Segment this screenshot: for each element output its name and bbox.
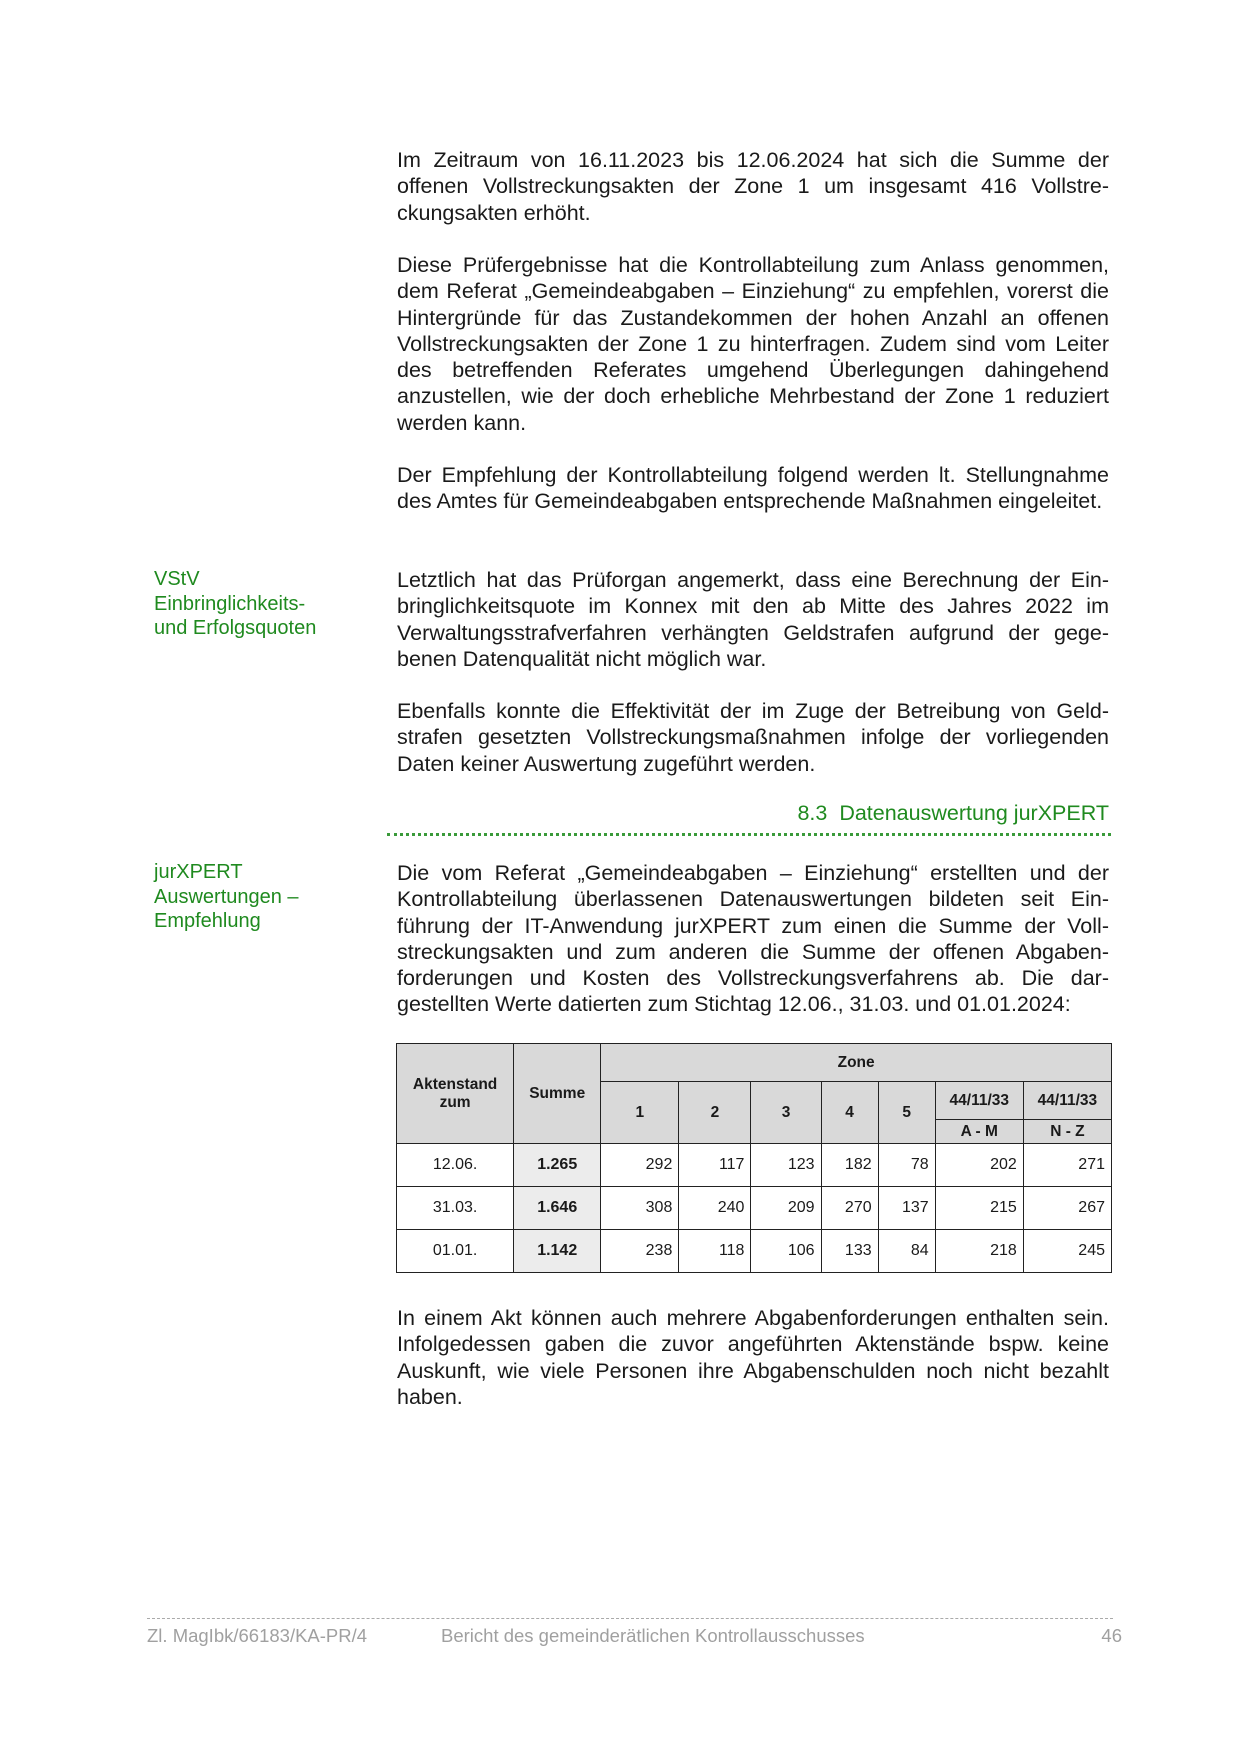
- header-zone-1: 1: [601, 1082, 679, 1144]
- cell-value: 182: [821, 1144, 878, 1187]
- cell-value: 270: [821, 1187, 878, 1230]
- margin-note-line: VStV: [154, 568, 200, 590]
- footer-divider: [147, 1618, 1113, 1619]
- cell-value: 267: [1023, 1187, 1111, 1230]
- cell-sum: 1.646: [514, 1187, 601, 1230]
- cell-sum: 1.265: [514, 1144, 601, 1187]
- paragraph-recommendation: Diese Prüfergebnisse hat die Kontrollabteilung zum Anlass genommen, dem Referat „Gemeindeabgaben – Einziehung“ zu empfehlen, vorerst die Hintergründe für das Zustandekommen der hohen Anzahl an offenen Vollstreckungsakten der Zone 1 zu hinterfragen. Zudem sind vom Leiter des betreffenden Referates umgehend Überlegungen dahingehend anzustellen, wie der doch erhebliche Mehrbestand der Zone 1 reduziert werden kann.: [397, 253, 1109, 435]
- section-heading: [387, 800, 1109, 826]
- header-zone-4: 4: [821, 1082, 878, 1144]
- cell-value: 238: [601, 1230, 679, 1273]
- cell-date: 12.06.: [397, 1144, 514, 1187]
- margin-note-vstv: [154, 567, 364, 641]
- header-range-am: A - M: [935, 1120, 1023, 1144]
- paragraph-measures: Der Empfehlung der Kontrollabteilung folgend werden lt. Stellungnahme des Amtes für Gemeindeabgaben entsprechende Maßnahmen eingeleitet.: [397, 463, 1109, 514]
- margin-note-line: Auswertungen –: [154, 885, 299, 908]
- paragraph-collection-rate: Letztlich hat das Prüforgan angemerkt, dass eine Berechnung der Einbringlichkeitsquote im Konnex mit den ab Mitte des Jahres 2022 im Verwaltungsstrafverfahren verhängten Geldstrafen aufgrund der gegebenen Datenqualität nicht möglich war.: [397, 568, 1109, 671]
- cell-sum: 1.142: [514, 1230, 601, 1273]
- table-row: [397, 1230, 1112, 1273]
- header-zone: Zone: [601, 1044, 1112, 1082]
- margin-note-line: und Erfolgsquoten: [154, 617, 317, 639]
- cell-value: 78: [878, 1144, 935, 1187]
- cell-value: 133: [821, 1230, 878, 1273]
- cell-value: 84: [878, 1230, 935, 1273]
- paragraph-effectiveness: Ebenfalls konnte die Effektivität der im Zuge der Betreibung von Geldstrafen gesetzten Vollstreckungsmaßnahmen infolge der vorliegenden Daten keiner Auswertung zugeführt werden.: [397, 699, 1109, 776]
- footer-title: Bericht des gemeinderätlichen Kontrollausschusses: [441, 1625, 865, 1646]
- paragraph-zone1-increase: Im Zeitraum von 16.11.2023 bis 12.06.2024 hat sich die Summe der offenen Vollstreckungsakten der Zone 1 um insgesamt 416 Vollstreckungsakten erhöht.: [397, 148, 1109, 225]
- footer-reference: Zl. MagIbk/66183/KA-PR/4: [147, 1625, 368, 1646]
- section-divider: [387, 833, 1111, 836]
- header-zone-2: 2: [679, 1082, 751, 1144]
- margin-note-line: Einbringlichkeits-: [154, 592, 306, 615]
- cell-value: 117: [679, 1144, 751, 1187]
- cell-value: 202: [935, 1144, 1023, 1187]
- cell-value: 240: [679, 1187, 751, 1230]
- section-number: 8.3: [797, 801, 828, 825]
- margin-note-jurxpert: [154, 860, 364, 934]
- table-row: [397, 1187, 1112, 1230]
- cell-value: 118: [679, 1230, 751, 1273]
- cell-value: 218: [935, 1230, 1023, 1273]
- cell-value: 137: [878, 1187, 935, 1230]
- header-zone-44-nz: 44/11/33: [1023, 1082, 1111, 1120]
- header-zone-3: 3: [751, 1082, 821, 1144]
- cell-value: 271: [1023, 1144, 1111, 1187]
- header-zone-44-am: 44/11/33: [935, 1082, 1023, 1120]
- cell-value: 215: [935, 1187, 1023, 1230]
- cell-value: 106: [751, 1230, 821, 1273]
- cell-date: 31.03.: [397, 1187, 514, 1230]
- margin-note-line: Empfehlung: [154, 910, 261, 932]
- header-zone-5: 5: [878, 1082, 935, 1144]
- margin-note-line: jurXPERT: [154, 861, 243, 883]
- cell-value: 308: [601, 1187, 679, 1230]
- table-row: [397, 1144, 1112, 1187]
- cell-value: 209: [751, 1187, 821, 1230]
- paragraph-data-evaluation: Die vom Referat „Gemeindeabgaben – Einziehung“ erstellten und der Kontrollabteilung überlassenen Datenauswertungen bildeten seit Einführung der IT-Anwendung jurXPERT zum einen die Summe der Vollstreckungsakten und zum anderen die Summe der offenen Abgabenforderungen und Kosten des Vollstreckungsverfahrens ab. Die dargestellten Werte datierten zum Stichtag 12.06., 31.03. und 01.01.2024:: [397, 861, 1109, 1017]
- enforcement-files-table: [396, 1043, 1112, 1273]
- header-aktenstand: Aktenstand zum: [397, 1044, 514, 1144]
- paragraph-multiple-claims: In einem Akt können auch mehrere Abgabenforderungen enthalten sein. Infolgedessen gaben die zuvor angeführten Aktenstände bspw. keine Auskunft, wie viele Personen ihre Abgabenschulden noch nicht bezahlt haben.: [397, 1306, 1109, 1409]
- cell-value: 292: [601, 1144, 679, 1187]
- section-title: Datenauswertung jurXPERT: [839, 801, 1109, 825]
- page-number: 46: [1101, 1625, 1122, 1646]
- cell-date: 01.01.: [397, 1230, 514, 1273]
- cell-value: 245: [1023, 1230, 1111, 1273]
- header-summe: Summe: [514, 1044, 601, 1144]
- header-range-nz: N - Z: [1023, 1120, 1111, 1144]
- cell-value: 123: [751, 1144, 821, 1187]
